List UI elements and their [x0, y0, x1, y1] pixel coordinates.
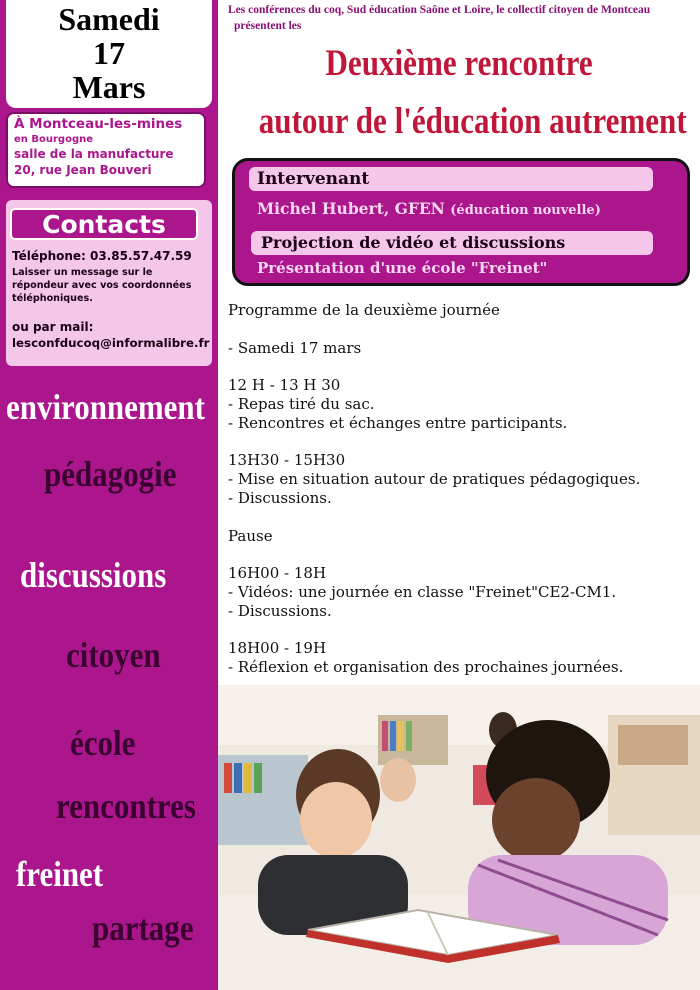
contact-mail-link[interactable]: lesconfducoq@informalibre.fr	[12, 336, 210, 350]
title-line-1	[218, 42, 700, 85]
date-day-number: 17	[93, 35, 125, 71]
speaker-name-text: Michel Hubert, GFEN	[257, 199, 445, 218]
slot1-item-1: - Repas tiré du sac.	[228, 395, 375, 413]
keyword-citoyen: citoyen	[66, 635, 161, 675]
projection-label: Projection de vidéo et discussions	[251, 231, 653, 255]
organizers-line: Les conférences du coq, Sud éducation Saône et Loire, le collectif citoyen de Montceau	[228, 4, 651, 16]
speaker-name	[257, 199, 601, 218]
contact-phone-note-3: téléphoniques.	[12, 293, 93, 304]
contact-phone-note-2: répondeur avec vos coordonnées	[12, 280, 192, 291]
slot4-time: 18H00 - 19H	[228, 639, 327, 657]
slot4-item-1: - Réflexion et organisation des prochaines journées.	[228, 658, 624, 676]
keyword-environnement: environnement	[6, 387, 205, 427]
keyword-freinet: freinet	[16, 854, 104, 894]
program-pause: Pause	[228, 527, 273, 545]
keyword-discussions: discussions	[20, 555, 167, 595]
speaker-panel	[232, 158, 690, 286]
slot3-time: 16H00 - 18H	[228, 564, 327, 582]
slot2-item-2: - Discussions.	[228, 489, 332, 507]
slot3-item-2: - Discussions.	[228, 602, 332, 620]
classroom-photo-illustration	[218, 685, 700, 990]
program-day: - Samedi 17 mars	[228, 339, 362, 357]
slot2-time: 13H30 - 15H30	[228, 451, 346, 469]
date-day-name: Samedi	[58, 1, 160, 37]
keyword-ecole: école	[70, 723, 136, 763]
slot2-item-1: - Mise en situation autour de pratiques pédagogiques.	[228, 470, 641, 488]
program-heading: Programme de la deuxième journée	[228, 301, 500, 319]
address-box	[6, 112, 206, 188]
title-line-2	[218, 100, 700, 143]
date-box	[6, 0, 212, 108]
keyword-rencontres: rencontres	[56, 786, 196, 826]
keyword-partage: partage	[92, 908, 194, 948]
contact-phone: Téléphone: 03.85.57.47.59	[12, 249, 192, 263]
classroom-photo	[218, 685, 700, 990]
contact-mail-label: ou par mail:	[12, 320, 94, 334]
sidebar	[0, 0, 218, 990]
presentation-text: Présentation d'une école "Freinet"	[257, 259, 548, 277]
title-line-1-text: Deuxième rencontre	[325, 43, 593, 84]
address-street: 20, rue Jean Bouveri	[14, 163, 152, 177]
title-line-2-text: autour de l'éducation autrement	[258, 101, 687, 142]
keyword-pedagogie: pédagogie	[44, 454, 177, 494]
contacts-box	[6, 200, 212, 366]
contacts-title: Contacts	[10, 208, 198, 240]
address-region: en Bourgogne	[14, 134, 94, 145]
contact-phone-note-1: Laisser un message sur le	[12, 267, 153, 278]
speaker-label: Intervenant	[249, 167, 653, 191]
slot1-item-2: - Rencontres et échanges entre participants.	[228, 414, 568, 432]
speaker-name-note: (éducation nouvelle)	[450, 203, 601, 218]
slot1-time: 12 H - 13 H 30	[228, 376, 341, 394]
date-month: Mars	[72, 69, 146, 105]
address-town: À Montceau-les-mines	[14, 116, 183, 132]
address-venue: salle de la manufacture	[14, 147, 174, 161]
slot3-item-1: - Vidéos: une journée en classe "Freinet"CE2-CM1.	[228, 583, 617, 601]
contacts-body	[12, 248, 212, 351]
presents-line: présentent les	[234, 20, 302, 32]
